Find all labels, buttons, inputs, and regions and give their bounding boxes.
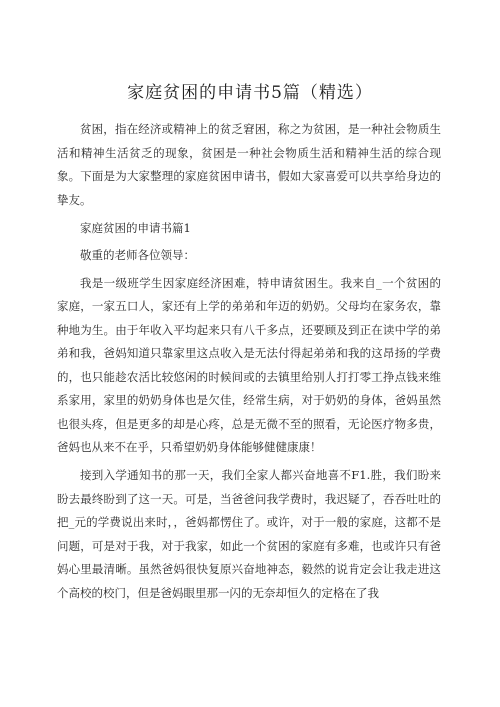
salutation: 敬重的老师各位领导： xyxy=(80,248,195,262)
body-paragraph-2: 接到入学通知书的那一天，我们全家人都兴奋地喜不F1.胜，我们盼来盼去最终盼到了这一天。可是，当爸爸问我学费时，我迟疑了，吞吞吐吐的把_元的学费说出来时，，爸妈都愣住了。或许，对于一般的家庭，这都不是问题，可是对于我，对于我家，如此一个贫困的家庭有多难，也或许只有爸妈心里最清晰。虽然爸妈很快复原兴奋地神态，毅然的说肯定会让我走进这个高校的校门，但是爸妈眼里那一闪的无奈却恒久的定格在了我 xyxy=(57,468,441,600)
document-body xyxy=(57,118,441,610)
body-paragraph-1: 我是一级班学生因家庭经济困难，特申请贫困生。我来自_一个贫困的家庭，一家五口人，家还有上学的弟弟和年迈的奶奶。父母均在家务农，靠种地为生。由于年收入平均起来只有八千多点，还要顾及到正在读中学的弟弟和我，爸妈知道只靠家里这点收入是无法付得起弟弟和我的这昂扬的学费的，也只能趁农活比较悠闲的时候间或的去镇里给别人打打零工挣点钱来维系家用，家里的奶奶身体也是欠佳，经常生病，对于奶奶的身体，爸妈虽然也很头疼，但是更多的却是心疼，总是无微不至的照看，无论医疗物多贵，爸妈也从来不在乎，只希望奶奶身体能够健健康康！ xyxy=(57,275,441,454)
section-heading: 家庭贫困的申请书篇1 xyxy=(80,220,191,235)
document-title: 家庭贫困的申请书5篇（精选） xyxy=(127,83,373,103)
intro-paragraph: 贫困，指在经济或精神上的贫乏窘困，称之为贫困，是一种社会物质生活和精神生活贫乏的现象，贫困是一种社会物质生活和精神生活的综合现象。下面是为大家整理的家庭贫困申请书，假如大家喜爱可以共享给身边的挚友。 xyxy=(57,122,441,207)
